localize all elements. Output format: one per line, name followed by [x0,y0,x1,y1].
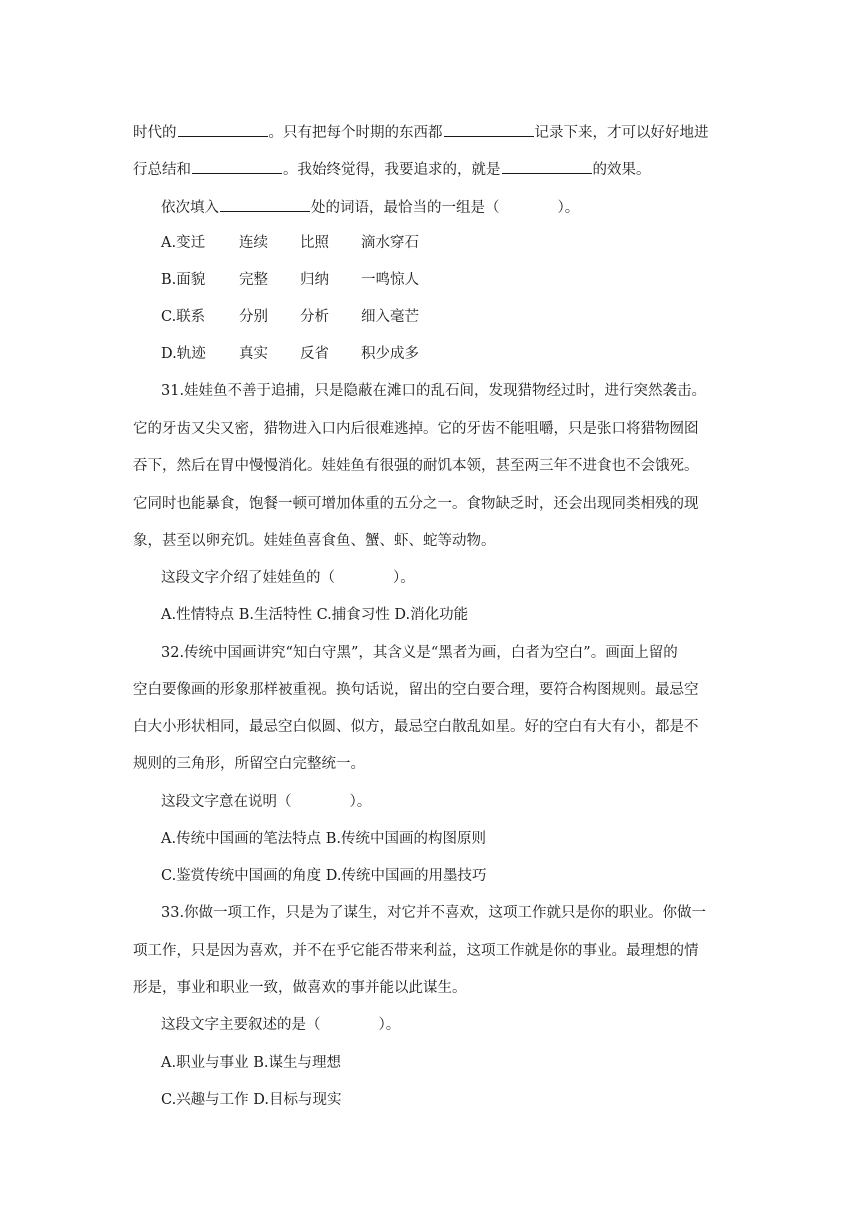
q31-options: A.性情特点 B.生活特性 C.捕食习性 D.消化功能 [161,607,469,623]
option-b: B.面貌 完整 归纳 一鸣惊人 [161,272,419,288]
q33-line: 项工作，只是因为喜欢，并不在乎它能否带来利益，这项工作就是你的事业。最理想的情 [133,943,699,959]
q33-options-2: C.兴趣与工作 D.目标与现实 [161,1092,342,1108]
q32-options-2: C.鉴赏传统中国画的角度 D.传统中国画的用墨技巧 [161,868,487,884]
answer-blank [502,158,592,174]
q33-line: 33.你做一项工作，只是为了谋生，对它并不喜欢，这项工作就只是你的职业。你做一 [161,905,707,921]
answer-blank [444,121,534,137]
answer-blank [220,196,310,212]
q32-line: 规则的三角形，所留空白完整统一。 [133,756,365,772]
passage-line-2: 行总结和 。我始终觉得，我要追求的，就是 的效果。 [133,158,733,180]
option-a: A.变迁 连续 比照 滴水穿石 [161,235,419,251]
q33-line: 形是，事业和职业一致，做喜欢的事并能以此谋生。 [133,980,467,996]
q31-line: 它的牙齿又尖又密，猎物进入口内后很难逃掉。它的牙齿不能咀嚼，只是张口将猎物囫囵 [133,421,699,437]
q31-prompt: 这段文字介绍了娃娃鱼的（ ）。 [161,570,415,586]
q31-line: 31.娃娃鱼不善于追捕，只是隐蔽在滩口的乱石间，发现猎物经过时，进行突然袭击。 [161,383,707,399]
passage-line-1: 时代的 。只有把每个时期的东西都 记录下来，才可以好好地进 [133,121,733,143]
q32-line: 32.传统中国画讲究“知白守黑”，其含义是“黑者为画，白者为空白”。画面上留的 [161,645,678,661]
q33-prompt: 这段文字主要叙述的是（ ）。 [161,1017,401,1033]
option-c: C.联系 分别 分析 细入毫芒 [161,309,419,325]
q31-line: 象，甚至以卵充饥。娃娃鱼喜食鱼、蟹、虾、蛇等动物。 [133,533,496,549]
q33-options-1: A.职业与事业 B.谋生与理想 [161,1055,341,1071]
q32-line: 白大小形状相同，最忌空白似圆、似方，最忌空白散乱如星。好的空白有大有小，都是不 [133,719,699,735]
q32-options-1: A.传统中国画的笔法特点 B.传统中国画的构图原则 [161,831,486,847]
answer-blank [178,121,268,137]
q31-line: 它同时也能暴食，饱餐一顿可增加体重的五分之一。食物缺乏时，还会出现同类相残的现 [133,496,699,512]
question-prompt: 依次填入 处的词语，最恰当的一组是（ ）。 [161,196,761,218]
option-d: D.轨迹 真实 反省 积少成多 [161,346,419,362]
answer-blank [192,158,282,174]
q31-line: 吞下，然后在胃中慢慢消化。娃娃鱼有很强的耐饥本领，甚至两三年不进食也不会饿死。 [133,458,699,474]
q32-prompt: 这段文字意在说明（ ）。 [161,794,372,810]
q32-line: 空白要像画的形象那样被重视。换句话说，留出的空白要合理，要符合构图规则。最忌空 [133,682,699,698]
